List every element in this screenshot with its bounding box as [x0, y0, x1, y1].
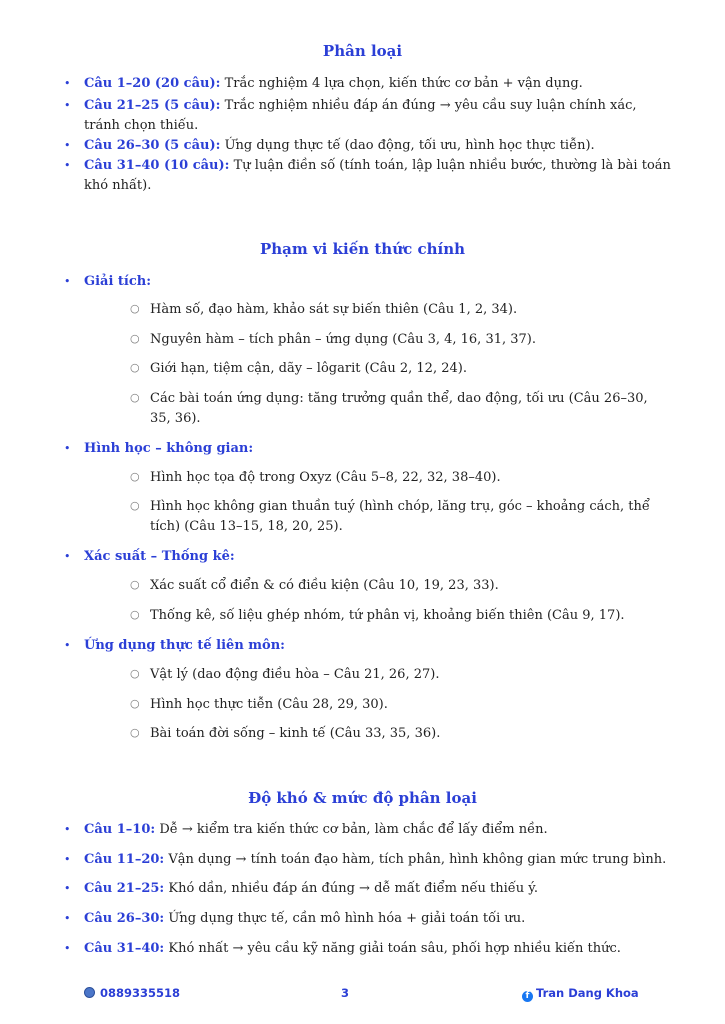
list-item: Câu 21–25 (5 câu): Trắc nghiệm nhiều đáp án đúng → yêu cầu suy luận chính xác, tránh chọn thiếu. — [84, 98, 637, 133]
sub-bullet: ○ — [130, 697, 140, 710]
section-title-pham-vi: Phạm vi kiến thức chính — [259, 240, 466, 258]
bullet: • — [64, 159, 71, 172]
bullet: • — [64, 77, 71, 90]
list-item: Câu 11–20: Vận dụng → tính toán đạo hàm, tích phân, hình không gian mức trung bình. — [84, 852, 667, 867]
section-title-phan-loai: Phân loại — [322, 42, 403, 60]
bullet: • — [64, 823, 71, 836]
bullet: • — [64, 912, 71, 925]
sub-item: Các bài toán ứng dụng: tăng trưởng quần thể, dao động, tối ưu (Câu 26–30, 35, 36). — [150, 391, 648, 426]
list-item: Câu 21–25: Khó dần, nhiều đáp án đúng → dễ mất điểm nếu thiếu ý. — [84, 881, 538, 896]
sub-bullet: ○ — [130, 667, 140, 680]
phone-number: 0889335518 — [100, 986, 181, 1000]
page-footer — [0, 986, 725, 1004]
sub-item: Nguyên hàm – tích phân – ứng dụng (Câu 3, 4, 16, 31, 37). — [150, 332, 537, 347]
group-label-giai-tich: Giải tích: — [84, 274, 152, 289]
sub-item: Thống kê, số liệu ghép nhóm, tứ phân vị, khoảng biến thiên (Câu 9, 17). — [150, 608, 625, 623]
facebook-icon: f — [522, 991, 533, 1002]
bullet: • — [64, 639, 71, 652]
sub-item: Bài toán đời sống – kinh tế (Câu 33, 35, 36). — [150, 726, 441, 741]
group-label-ung-dung: Ứng dụng thực tế liên môn: — [84, 638, 285, 653]
author-name: Tran Dang Khoa — [536, 986, 639, 1000]
list-item: Câu 31–40: Khó nhất → yêu cầu kỹ năng giải toán sâu, phối hợp nhiều kiến thức. — [84, 941, 621, 956]
sub-bullet: ○ — [130, 726, 140, 739]
sub-item: Hình học thực tiễn (Câu 28, 29, 30). — [150, 697, 388, 712]
sub-bullet: ○ — [130, 332, 140, 345]
sub-bullet: ○ — [130, 470, 140, 483]
list-item: Câu 31–40 (10 câu): Tự luận điền số (tính toán, lập luận nhiều bước, thường là bài toán khó nhất). — [84, 158, 671, 193]
footer-author — [522, 986, 639, 1002]
globe-icon — [84, 987, 95, 998]
sub-bullet: ○ — [130, 578, 140, 591]
bullet: • — [64, 550, 71, 563]
footer-phone — [84, 986, 180, 1000]
bullet: • — [64, 442, 71, 455]
bullet: • — [64, 99, 71, 112]
sub-item: Vật lý (dao động điều hòa – Câu 21, 26, 27). — [150, 667, 440, 682]
list-item: Câu 26–30: Ứng dụng thực tế, cần mô hình hóa + giải toán tối ưu. — [84, 911, 526, 926]
sub-item: Giới hạn, tiệm cận, dãy – lôgarit (Câu 2, 12, 24). — [150, 361, 467, 376]
sub-bullet: ○ — [130, 391, 140, 404]
sub-item: Xác suất cổ điển & có điều kiện (Câu 10, 19, 23, 33). — [150, 578, 499, 593]
bullet: • — [64, 139, 71, 152]
bullet: • — [64, 942, 71, 955]
sub-item: Hình học không gian thuần tuý (hình chóp, lăng trụ, góc – khoảng cách, thể tích) (Câu 13–15, 18, 20, 25). — [150, 499, 650, 534]
list-item: Câu 1–20 (20 câu): Trắc nghiệm 4 lựa chọn, kiến thức cơ bản + vận dụng. — [84, 76, 583, 91]
sub-item: Hàm số, đạo hàm, khảo sát sự biến thiên (Câu 1, 2, 34). — [150, 302, 518, 317]
bullet: • — [64, 275, 71, 288]
sub-item: Hình học tọa độ trong Oxyz (Câu 5–8, 22, 32, 38–40). — [150, 470, 501, 485]
group-label-hinh-hoc: Hình học – không gian: — [84, 441, 254, 456]
list-item: Câu 26–30 (5 câu): Ứng dụng thực tế (dao động, tối ưu, hình học thực tiễn). — [84, 138, 595, 153]
section-title-do-kho: Độ khó & mức độ phân loại — [248, 789, 477, 807]
sub-bullet: ○ — [130, 302, 140, 315]
sub-bullet: ○ — [130, 608, 140, 621]
group-label-xac-suat: Xác suất – Thống kê: — [84, 549, 235, 564]
list-item: Câu 1–10: Dễ → kiểm tra kiến thức cơ bản, làm chắc để lấy điểm nền. — [84, 822, 548, 837]
page-number: 3 — [341, 986, 350, 1000]
sub-bullet: ○ — [130, 499, 140, 512]
sub-bullet: ○ — [130, 361, 140, 374]
bullet: • — [64, 853, 71, 866]
bullet: • — [64, 882, 71, 895]
